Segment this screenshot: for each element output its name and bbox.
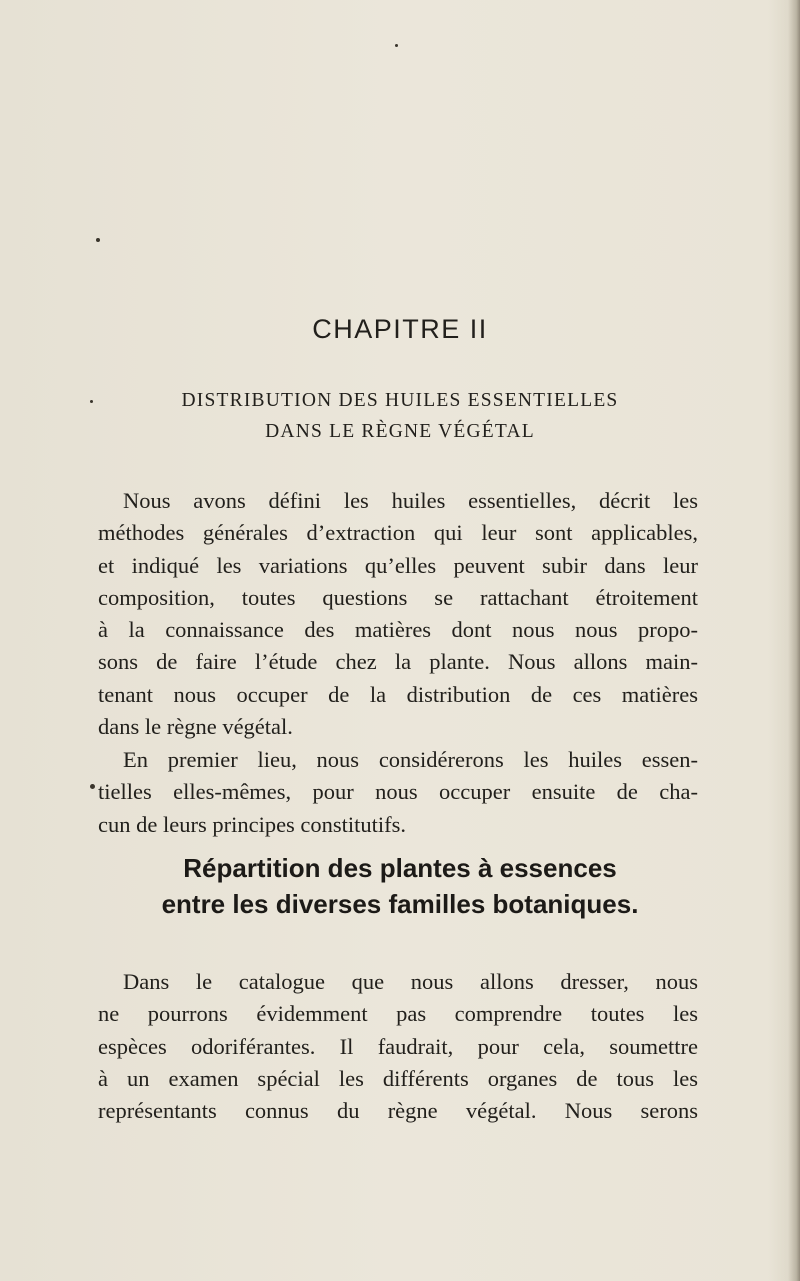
scan-speck — [395, 44, 398, 47]
page-edge-shadow — [788, 0, 800, 1281]
paragraph-line: tenant nous occuper de la distribution de ces matières — [98, 681, 698, 707]
paragraph-line: et indiqué les variations qu’elles peuvent subir dans leur — [98, 552, 698, 578]
paragraph-line: à un examen spécial les différents organes de tous les — [98, 1065, 698, 1091]
paragraph-line: composition, toutes questions se rattachant étroitement — [98, 584, 698, 610]
chapter-title: CHAPITRE II — [312, 314, 488, 344]
paragraph-line: cun de leurs principes constitutifs. — [98, 811, 407, 837]
paragraph-1 — [98, 485, 698, 743]
paragraph-line: sons de faire l’étude chez la plante. Nous allons main- — [98, 649, 698, 675]
scan-speck — [96, 238, 100, 242]
paragraph-line: à la connaissance des matières dont nous nous propo- — [98, 617, 698, 643]
paragraph-line: En premier lieu, nous considérerons les huiles essen- — [123, 747, 698, 772]
section-heading-line-1: Répartition des plantes à essences — [183, 853, 617, 883]
paragraph-line: méthodes générales d’extraction qui leur sont applicables, — [98, 520, 698, 546]
paragraph-line: espèces odoriférantes. Il faudrait, pour cela, soumettre — [98, 1033, 698, 1059]
paragraph-line: représentants connus du règne végétal. Nous serons — [98, 1098, 698, 1124]
scan-speck — [90, 784, 95, 789]
paragraph-line: tielles elles-mêmes, pour nous occuper ensuite de cha- — [98, 779, 698, 805]
paragraph-line: Dans le catalogue que nous allons dresser, nous — [123, 969, 698, 994]
chapter-subtitle-line-1: DISTRIBUTION DES HUILES ESSENTIELLES — [181, 390, 619, 411]
paragraph-2 — [98, 744, 698, 841]
paragraph-line: Nous avons défini les huiles essentielles, décrit les — [123, 488, 698, 513]
paragraph-line: dans le règne végétal. — [98, 714, 293, 740]
paragraph-line: ne pourrons évidemment pas comprendre toutes les — [98, 1001, 698, 1027]
section-heading-line-2: entre les diverses familles botaniques. — [161, 889, 639, 919]
paragraph-3 — [98, 966, 698, 1127]
chapter-subtitle-line-2: DANS LE RÈGNE VÉGÉTAL — [265, 421, 535, 442]
